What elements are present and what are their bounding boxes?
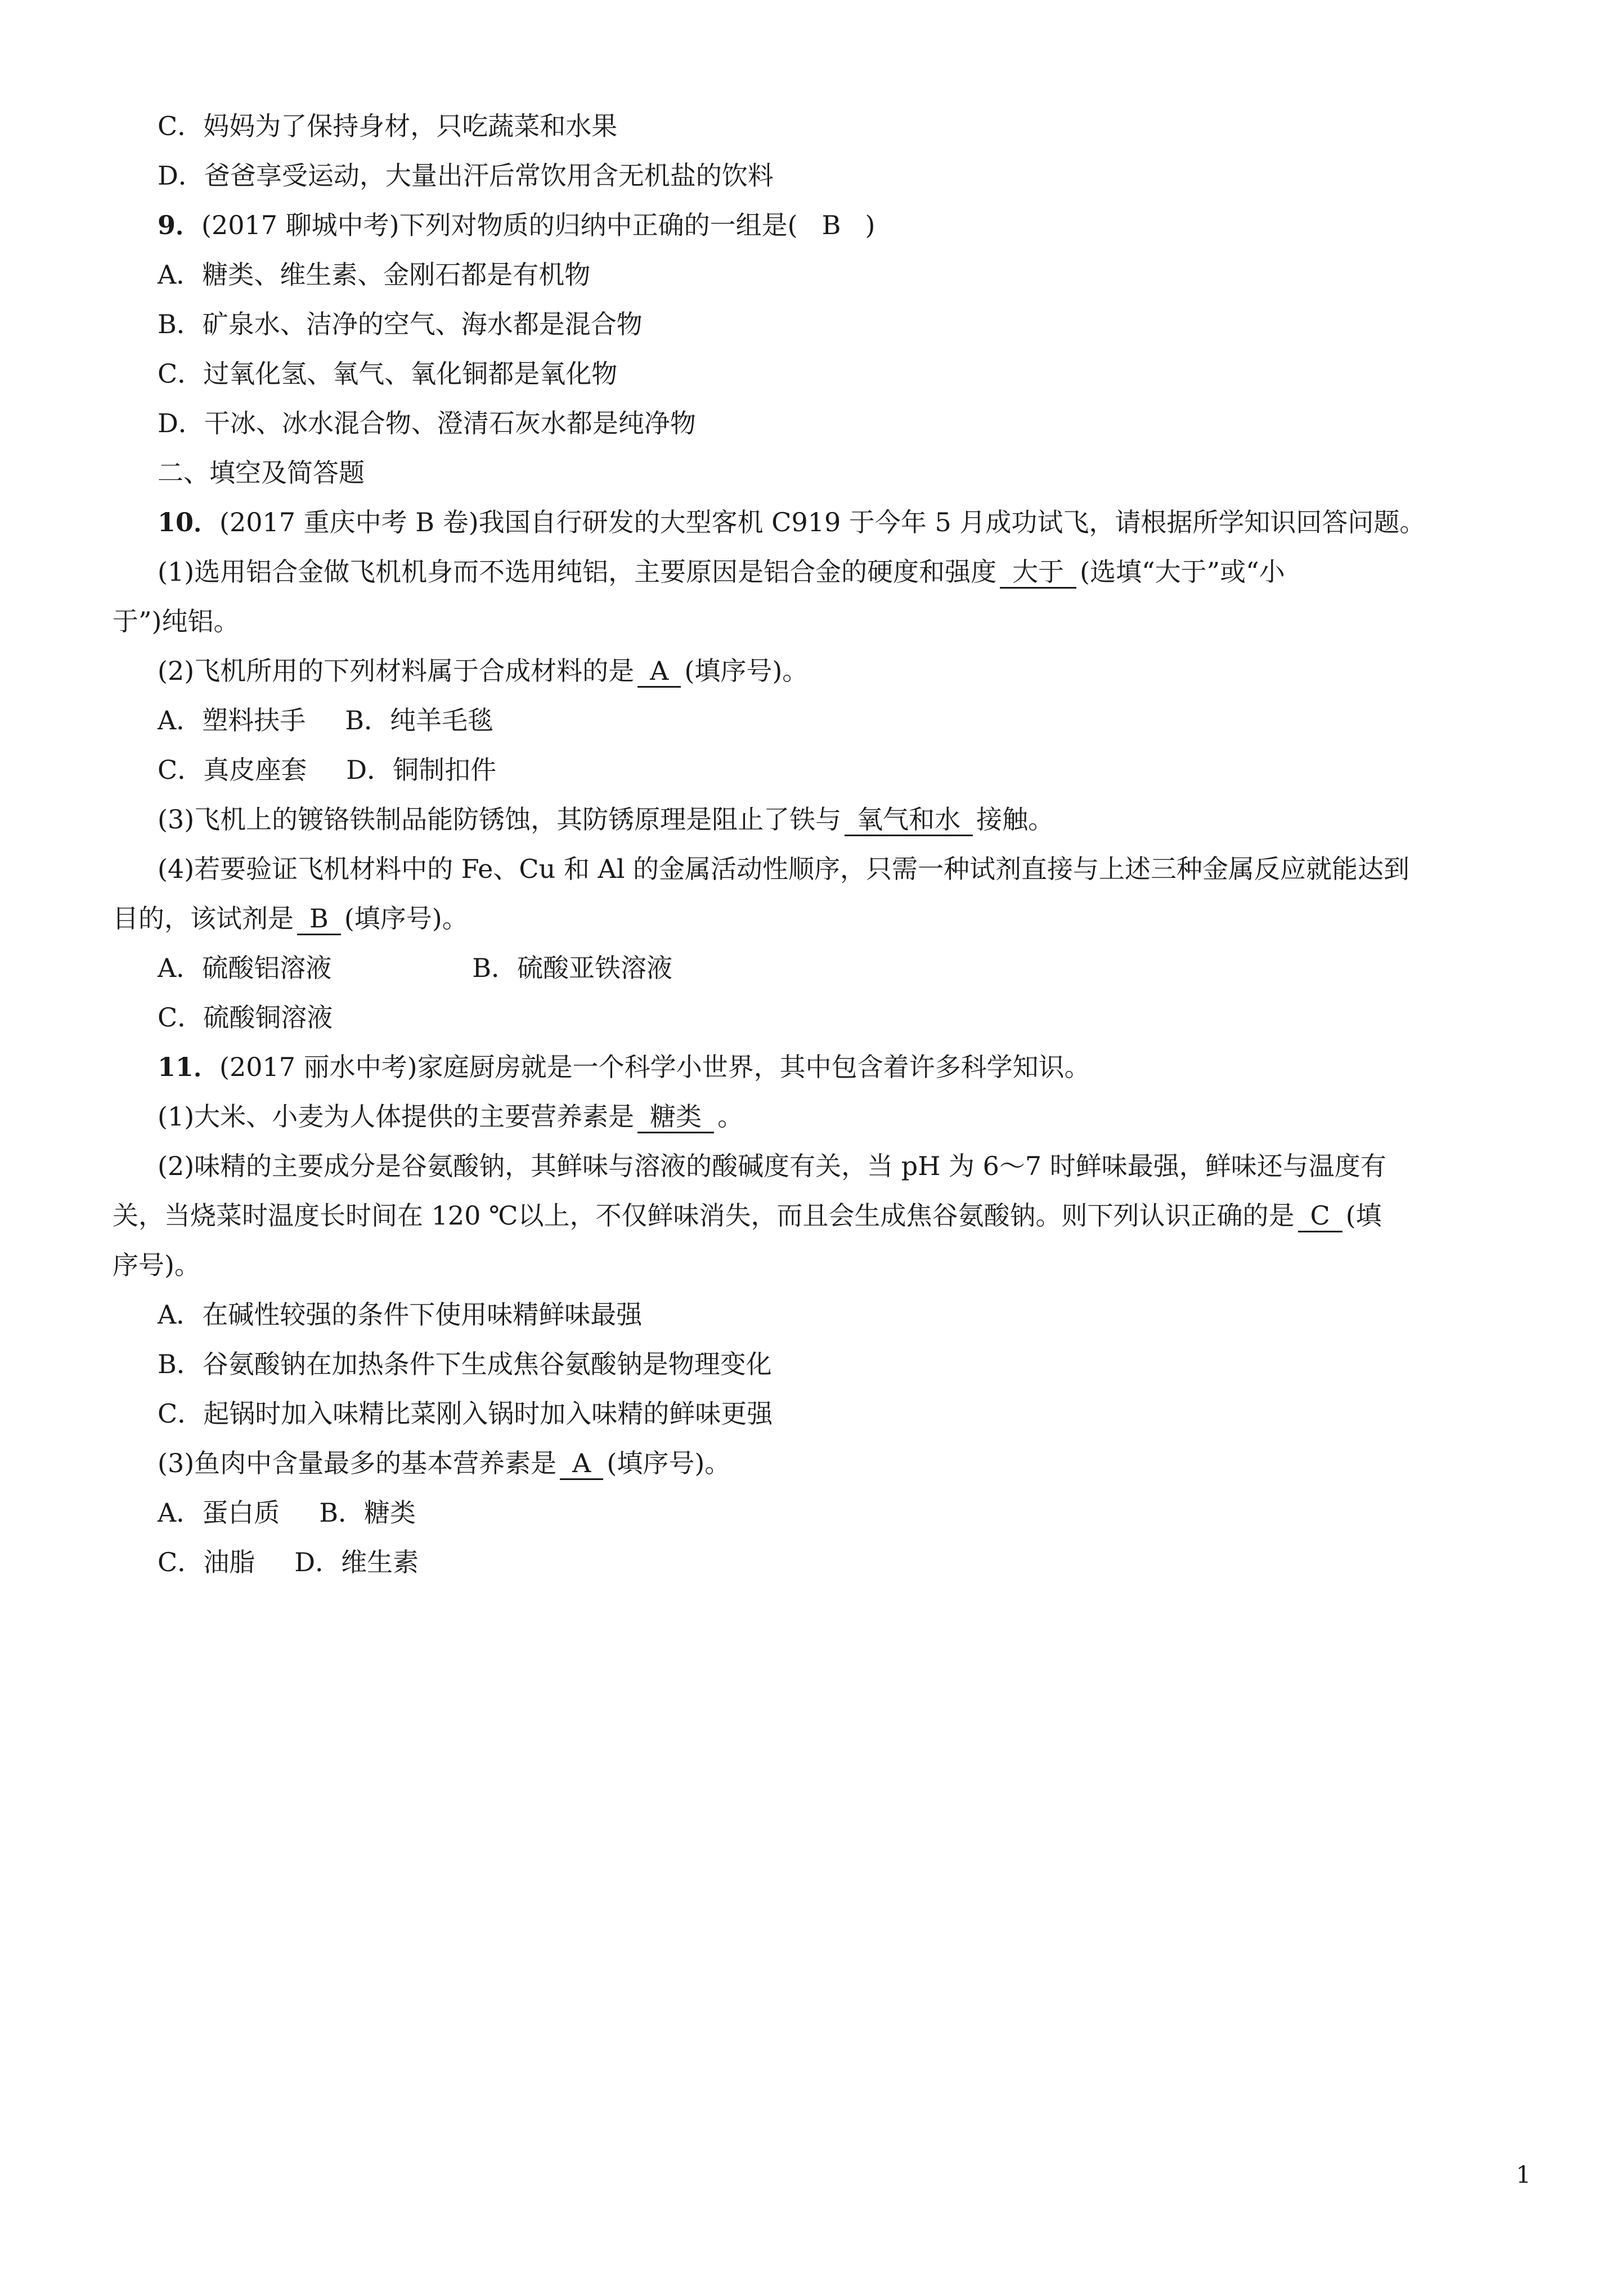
q10-part2-option-a: A．塑料扶手 [158,705,306,736]
q11-part2-option-b: B．谷氨酸钠在加热条件下生成焦谷氨酸钠是物理变化 [158,1349,772,1379]
q11-part3-options-ab [158,1488,416,1537]
q9-number: 9． [158,210,202,240]
q10-part4-option-c: C．硫酸铜溶液 [158,1002,333,1033]
q11-part2-line1: (2)味精的主要成分是谷氨酸钠，其鲜味与溶液的酸碱度有关，当 pH 为 6～7 时鲜味最强，鲜味还与温度有 [158,1151,1386,1181]
q11-part3 [158,1438,730,1488]
q11-part1-answer: 糖类 [637,1101,714,1133]
q10-part4-text: 目的，该试剂是 [113,903,294,934]
q10-part3-text: (3)飞机上的镀铬铁制品能防锈蚀，其防锈原理是阻止了铁与 [158,804,842,835]
q11-part1-text: (1)大米、小麦为人体提供的主要营养素是 [158,1101,635,1132]
q11-part2-option-a: A．在碱性较强的条件下使用味精鲜味最强 [158,1299,643,1330]
q8-option-d: D．爸爸享受运动，大量出汗后常饮用含无机盐的饮料 [158,160,774,191]
q10-stem-text: (2017 重庆中考 B 卷)我国自行研发的大型客机 C919 于今年 5 月成功试飞，请根据所学知识回答问题。 [219,507,1426,537]
q10-part1-continued: 于”)纯铝。 [113,606,240,636]
q10-part3-answer: 氧气和水 [845,804,973,836]
q11-part3-options-cd [158,1537,419,1587]
q10-part3-hint: 接触。 [976,804,1054,835]
q9-option-d: D．干冰、冰水混合物、澄清石灰水都是纯净物 [158,408,696,438]
q10-part4-option-b: B．硫酸亚铁溶液 [472,953,673,983]
q10-part2 [158,646,808,696]
q10-part4-options-ab [158,943,672,993]
q10-part2-options-ab [158,696,493,745]
q10-part4-option-a: A．硫酸铝溶液 [158,953,332,983]
q9-option-c: C．过氧化氢、氧气、氧化铜都是氧化物 [158,358,618,389]
q10-part1-hint: (选填“大于”或“小 [1080,557,1285,587]
q11-part1-end: 。 [717,1101,744,1132]
q10-part3 [158,795,1054,844]
q10-part4-line2 [113,894,468,943]
q10-stem [158,497,1425,547]
q11-part2-answer: C [1298,1200,1342,1232]
q11-part3-option-d: D．维生素 [294,1547,419,1577]
q10-part2-option-c: C．真皮座套 [158,755,307,785]
q9-stem [158,200,875,250]
q11-number: 11． [158,1052,220,1082]
q11-part2-hint: (填 [1345,1200,1382,1231]
q11-part3-text: (3)鱼肉中含量最多的基本营养素是 [158,1448,557,1478]
q10-part4-line1: (4)若要验证飞机材料中的 Fe、Cu 和 Al 的金属活动性顺序，只需一种试剂直接与上述三种金属反应就能达到 [158,854,1410,884]
q10-number: 10． [158,507,220,537]
q9-option-a: A．糖类、维生素、金刚石都是有机物 [158,259,591,290]
q10-part2-text: (2)飞机所用的下列材料属于合成材料的是 [158,656,635,686]
q11-part1 [158,1092,743,1141]
q9-stem-text: (2017 聊城中考)下列对物质的归纳中正确的一组是( [201,210,798,240]
q11-part3-option-b: B．糖类 [319,1497,416,1528]
q10-part1 [158,547,1285,597]
q11-stem-text: (2017 丽水中考)家庭厨房就是一个科学小世界，其中包含着许多科学知识。 [219,1052,1090,1082]
q8-option-c: C．妈妈为了保持身材，只吃蔬菜和水果 [158,111,618,141]
q9-answer: B [821,210,841,240]
q10-part2-hint: (填序号)。 [684,656,809,686]
q11-part3-option-c: C．油脂 [158,1547,255,1577]
q11-part3-answer: A [560,1448,603,1480]
q11-part2-line2 [113,1191,1382,1240]
q10-part4-answer: B [297,903,341,935]
q11-part3-hint: (填序号)。 [607,1448,731,1478]
q10-part2-option-d: D．铜制扣件 [346,755,497,785]
q10-part2-answer: A [637,656,681,688]
q9-option-b: B．矿泉水、洁净的空气、海水都是混合物 [158,309,643,339]
q11-part2-line3: 序号)。 [113,1250,200,1280]
q11-stem [158,1042,1090,1092]
q11-part2-option-c: C．起锅时加入味精比菜刚入锅时加入味精的鲜味更强 [158,1398,773,1429]
q10-part4-hint: (填序号)。 [344,903,468,934]
section-title: 二、填空及简答题 [158,458,365,488]
q11-part3-option-a: A．蛋白质 [158,1497,280,1528]
q10-part2-options-cd [158,745,496,795]
q9-stem-close: ) [865,210,875,240]
q11-part2-text: 关，当烧菜时温度长时间在 120 ℃以上，不仅鲜味消失，而且会生成焦谷氨酸钠。则下列认识正确的是 [113,1200,1295,1231]
q10-part2-option-b: B．纯羊毛毯 [345,705,494,736]
page-number: 1 [1516,2161,1531,2189]
q10-part1-text: (1)选用铝合金做飞机机身而不选用纯铝，主要原因是铝合金的硬度和强度 [158,557,997,587]
q10-part1-answer: 大于 [1000,557,1076,589]
